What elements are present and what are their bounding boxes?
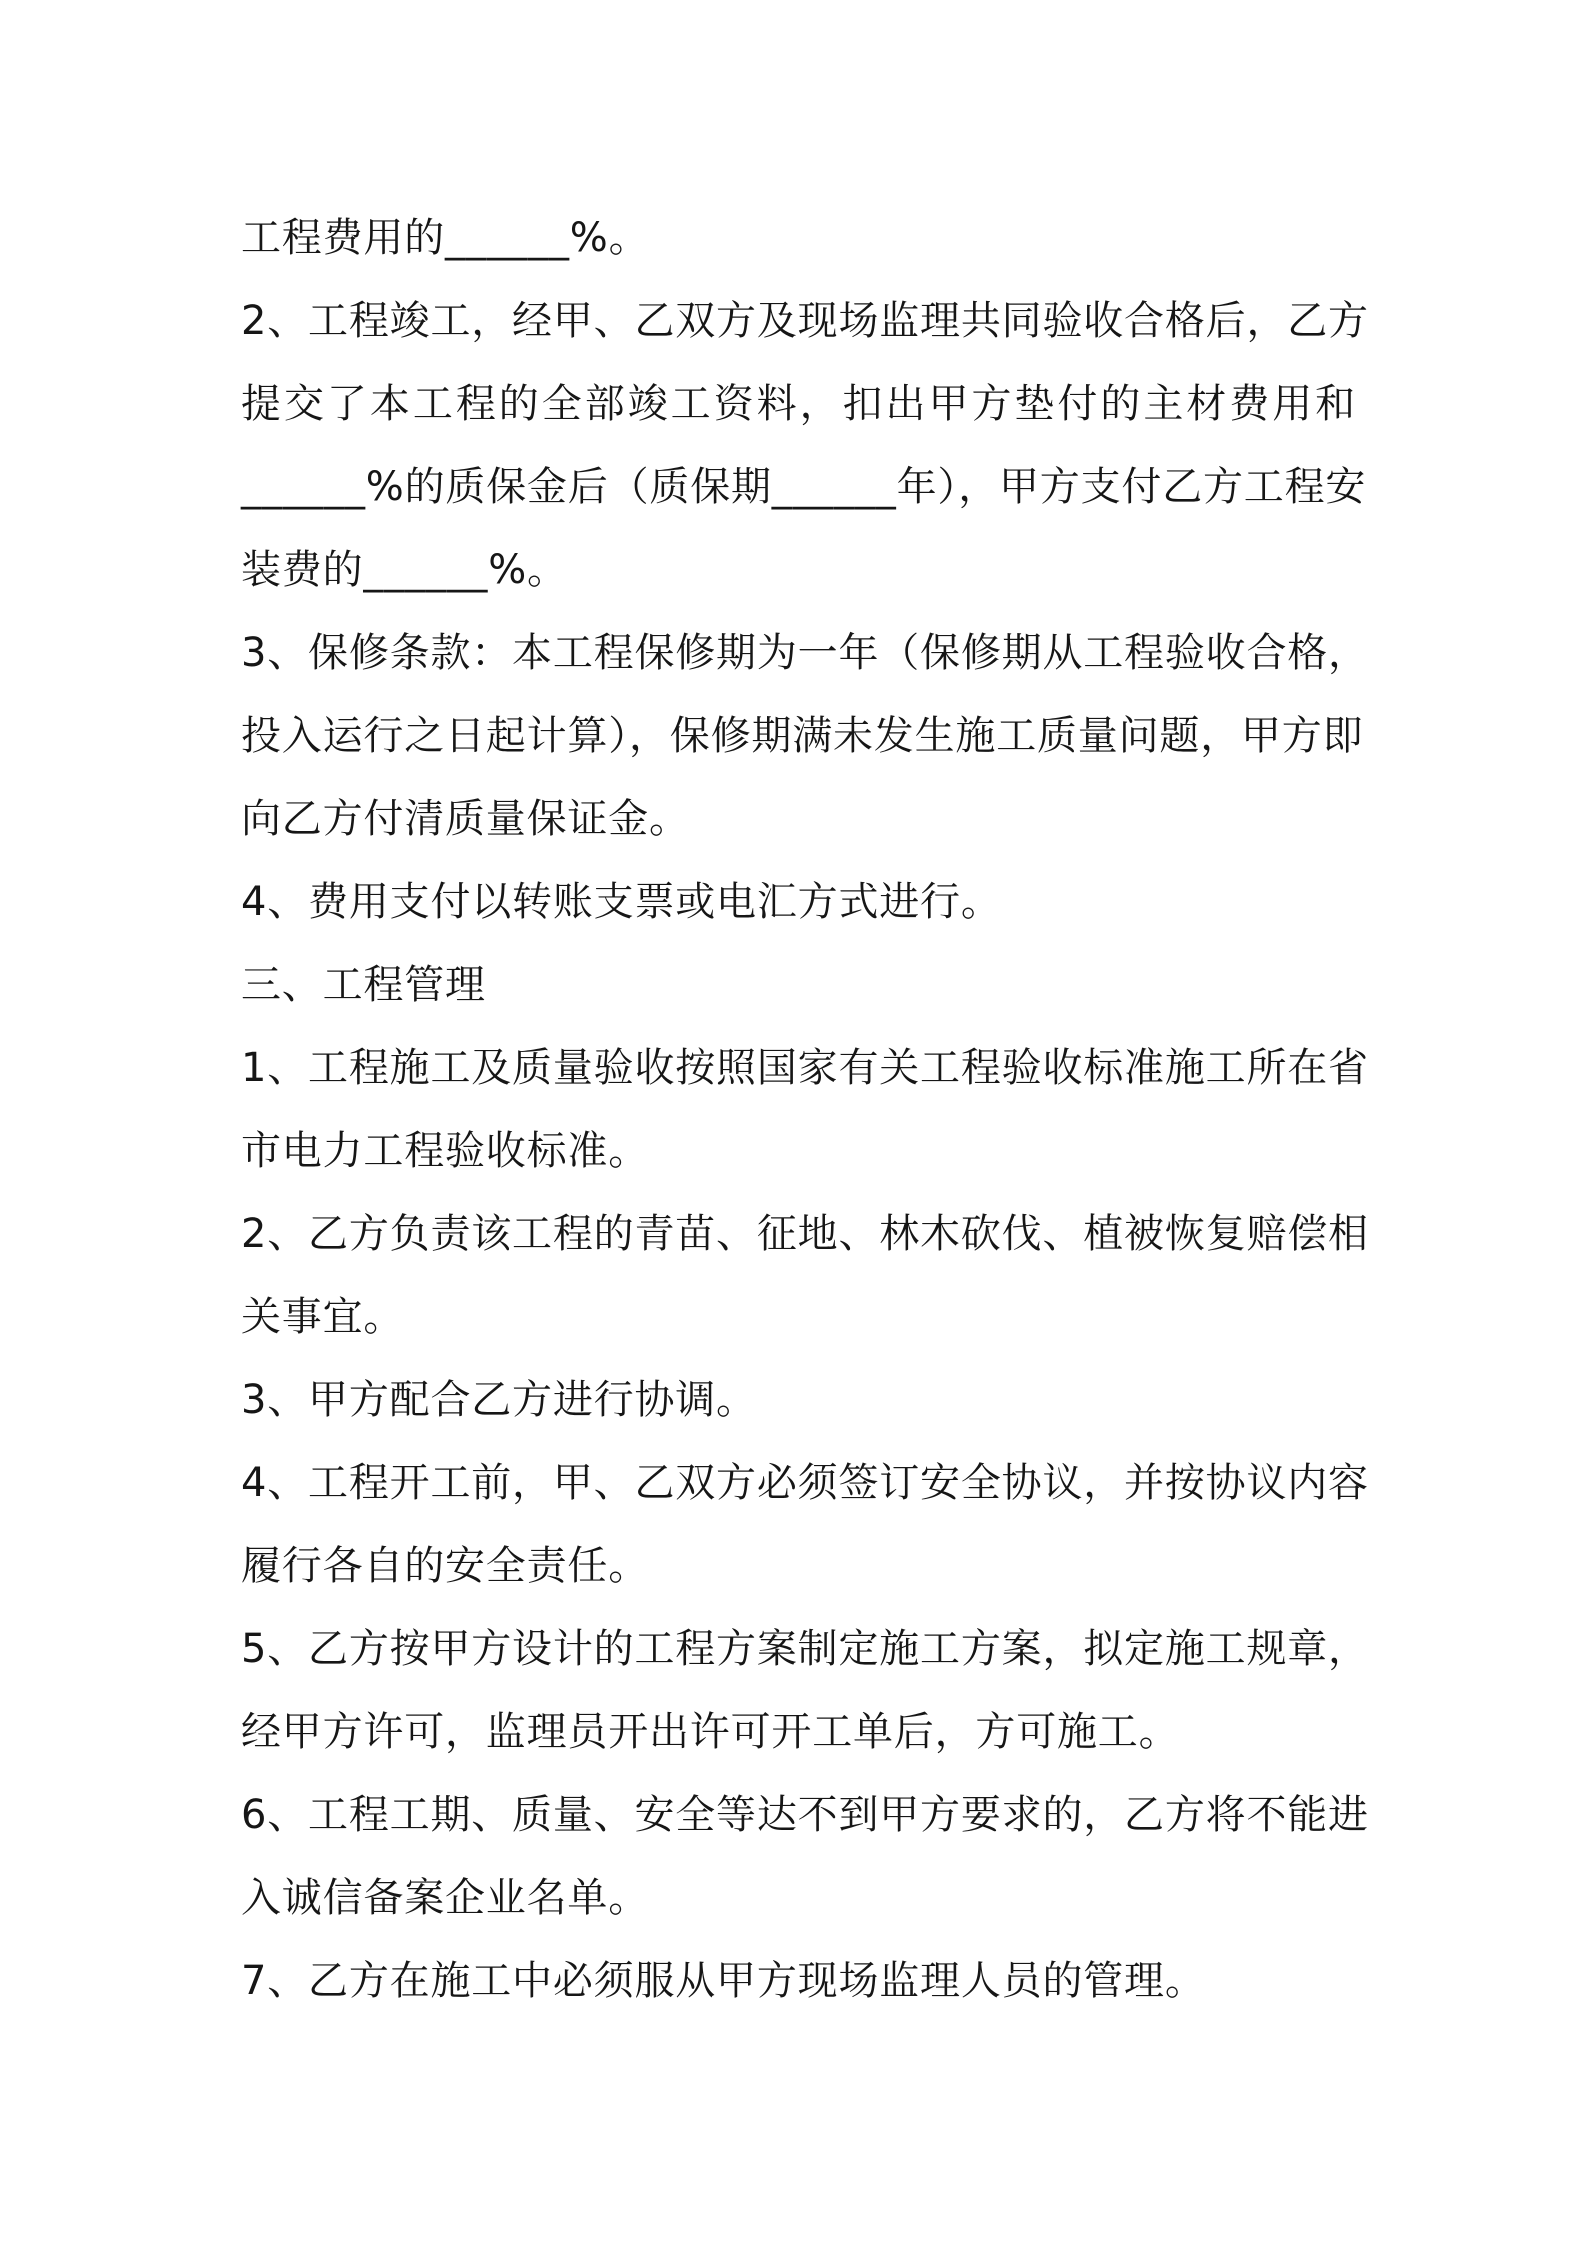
text-line: 提交了本工程的全部竣工资料，扣出甲方垫付的主材费用和 — [241, 381, 1356, 427]
text-line: 向乙方付清质量保证金。 — [241, 796, 690, 842]
text-line: ______%的质保金后（质保期______年），甲方支付乙方工程安 — [241, 464, 1367, 510]
text-line: 3、甲方配合乙方进行协调。 — [241, 1377, 757, 1423]
text-line: 工程费用的______%。 — [241, 215, 650, 261]
text-line: 履行各自的安全责任。 — [241, 1543, 649, 1589]
text-line: 1、工程施工及质量验收按照国家有关工程验收标准施工所在省 — [241, 1045, 1369, 1091]
text-line: 2、工程竣工，经甲、乙双方及现场监理共同验收合格后，乙方 — [241, 298, 1369, 344]
section-heading: 三、工程管理 — [241, 962, 486, 1008]
text-line: 2、乙方负责该工程的青苗、征地、林木砍伐、植被恢复赔偿相 — [241, 1211, 1369, 1257]
document-body — [241, 197, 1369, 2023]
text-line: 投入运行之日起计算），保修期满未发生施工质量问题，甲方即 — [241, 713, 1364, 759]
text-line: 4、费用支付以转账支票或电汇方式进行。 — [241, 879, 1002, 925]
text-line: 入诚信备案企业名单。 — [241, 1875, 649, 1921]
text-line: 经甲方许可，监理员开出许可开工单后，方可施工。 — [241, 1709, 1180, 1755]
text-line: 装费的______%。 — [241, 547, 568, 593]
text-line: 市电力工程验收标准。 — [241, 1128, 649, 1174]
text-line: 关事宜。 — [241, 1294, 405, 1340]
text-line: 4、工程开工前，甲、乙双方必须签订安全协议，并按协议内容 — [241, 1460, 1369, 1506]
text-line: 3、保修条款：本工程保修期为一年（保修期从工程验收合格， — [241, 630, 1369, 676]
text-line: 6、工程工期、质量、安全等达不到甲方要求的，乙方将不能进 — [241, 1792, 1369, 1838]
text-line: 7、乙方在施工中必须服从甲方现场监理人员的管理。 — [241, 1958, 1206, 2004]
text-line: 5、乙方按甲方设计的工程方案制定施工方案，拟定施工规章， — [241, 1626, 1369, 1672]
